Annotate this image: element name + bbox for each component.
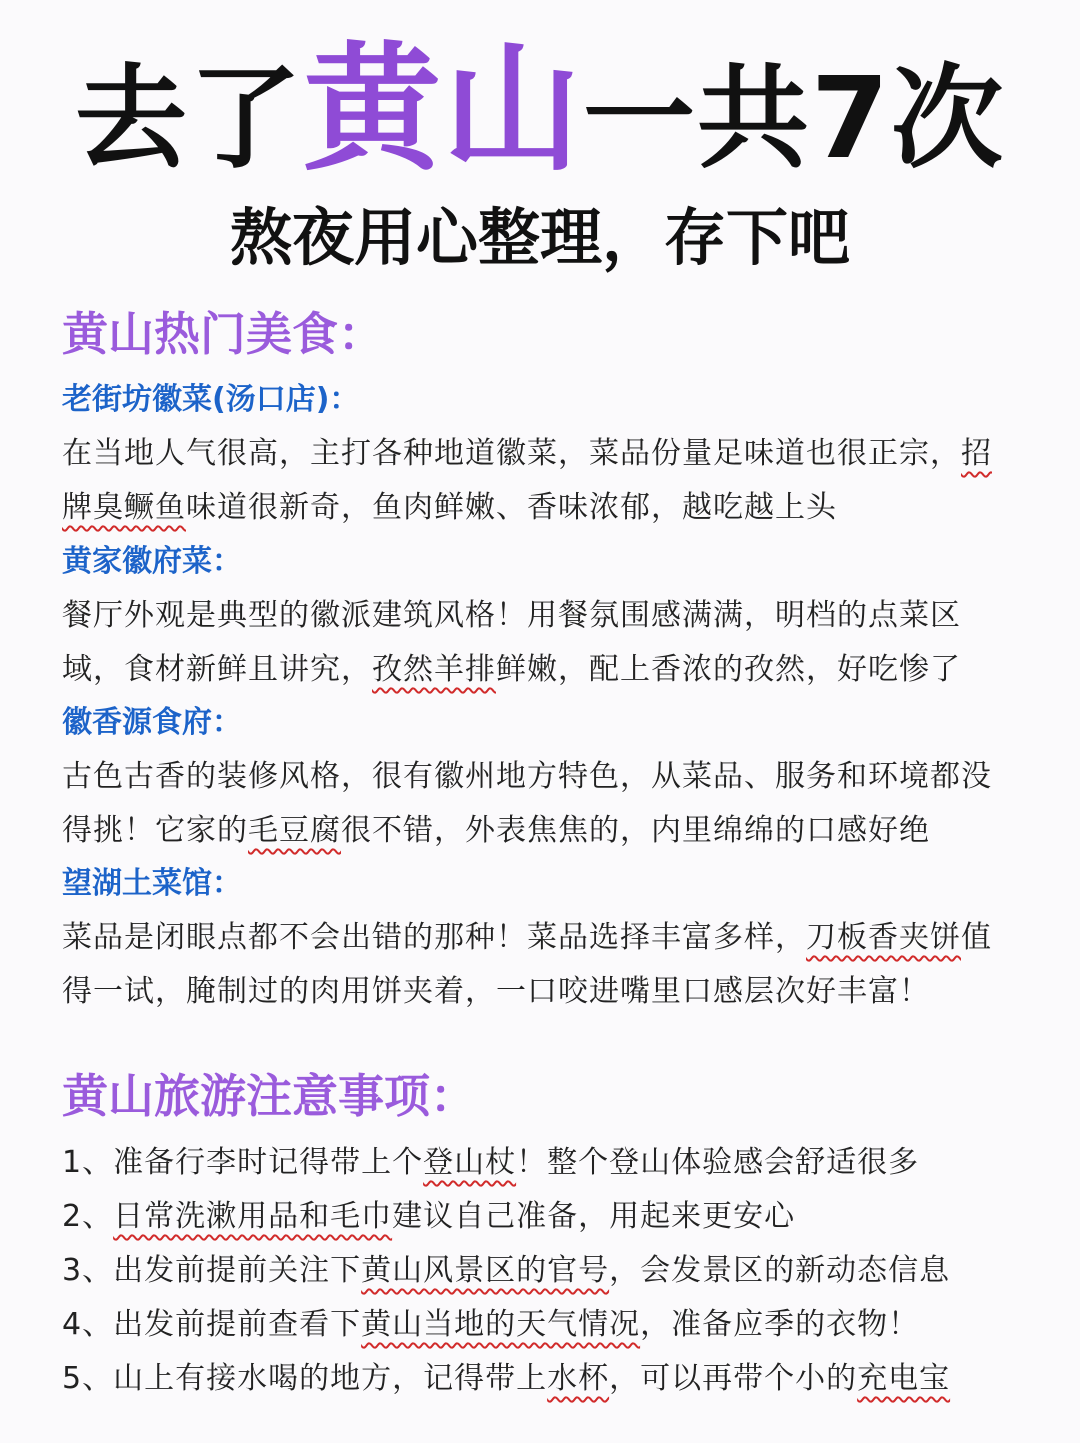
highlight-text: 毛豆腐 [248, 813, 341, 848]
text-segment: 味道很新奇，鱼肉鲜嫩、香味浓郁，越吃越上头 [186, 490, 837, 525]
highlight-text: 刀板香夹饼 [806, 920, 961, 955]
text-segment: 在当地人气很高，主打各种地道徽菜，菜品份量足味道也很正宗， [62, 436, 961, 471]
highlight-text: 日常洗漱用品和毛巾 [113, 1199, 393, 1234]
page-title [0, 29, 1080, 190]
tip-item [62, 1352, 1042, 1406]
text-segment: 菜品是闭眼点都不会出错的那种！菜品选择丰富多样， [62, 920, 806, 955]
highlight-text: 水杯 [547, 1361, 610, 1396]
text-segment: 2、 [62, 1199, 114, 1234]
text-segment: 值得一试，腌制过的肉用饼夹着，一口咬进嘴里口感层次好丰富！ [62, 920, 992, 1009]
highlight-text: 黄山当地的天气情况 [361, 1307, 641, 1342]
title-suffix: 一共7次 [583, 54, 1005, 184]
text-segment: 1、准备行李时记得带上个 [62, 1145, 424, 1180]
tips-section-heading: 黄山旅游注意事项： [62, 1069, 476, 1123]
tip-item [62, 1244, 1042, 1298]
text-segment: 鲜嫩，配上香浓的孜然，好吃惨了 [496, 652, 961, 687]
restaurant-name: 黄家徽府菜： [62, 544, 242, 579]
restaurant-description [62, 589, 1022, 697]
restaurant-description [62, 750, 1022, 858]
text-segment: ！整个登山体验感会舒适很多 [516, 1145, 920, 1180]
tips-list [62, 1136, 1042, 1406]
text-segment: 餐厅外观是典型的徽派建筑风格！用餐氛围感满满，明档的点菜区域，食材新鲜且讲究， [62, 598, 961, 687]
restaurant-name: 望湖土菜馆： [62, 866, 242, 901]
title-prefix: 去了 [75, 54, 304, 184]
highlight-text: 充电宝 [857, 1361, 951, 1396]
text-segment: 3、出发前提前关注下 [62, 1253, 362, 1288]
tip-item [62, 1298, 1042, 1352]
tip-item [62, 1136, 1042, 1190]
title-highlight: 黄山 [303, 29, 584, 190]
text-segment: ，准备应季的衣物！ [640, 1307, 920, 1342]
text-segment: 4、出发前提前查看下 [62, 1307, 362, 1342]
page-subtitle: 熬夜用心整理，存下吧 [229, 201, 850, 274]
text-segment: 古色古香的装修风格，很有徽州地方特色，从菜品、服务和环境都没得挑！它家的 [62, 759, 992, 848]
text-segment: ，可以再带个小的 [609, 1361, 858, 1396]
tip-item [62, 1190, 1042, 1244]
highlight-text: 登山杖 [423, 1145, 517, 1180]
text-segment: 5、山上有接水喝的地方，记得带上 [62, 1361, 548, 1396]
highlight-text: 孜然羊排 [372, 652, 496, 687]
highlight-text: 黄山风景区的官号 [361, 1253, 610, 1288]
restaurant-description [62, 911, 1022, 1019]
restaurant-description [62, 427, 1022, 535]
restaurant-name: 老街坊徽菜(汤口店)： [62, 382, 360, 417]
text-segment: 很不错，外表焦焦的，内里绵绵的口感好绝 [341, 813, 930, 848]
food-section-heading: 黄山热门美食： [62, 307, 384, 361]
text-segment: ，会发景区的新动态信息 [609, 1253, 951, 1288]
highlight-text: 招牌臭鳜鱼 [62, 436, 992, 525]
text-segment: 建议自己准备，用起来更安心 [392, 1199, 796, 1234]
restaurant-name: 徽香源食府： [62, 705, 242, 740]
